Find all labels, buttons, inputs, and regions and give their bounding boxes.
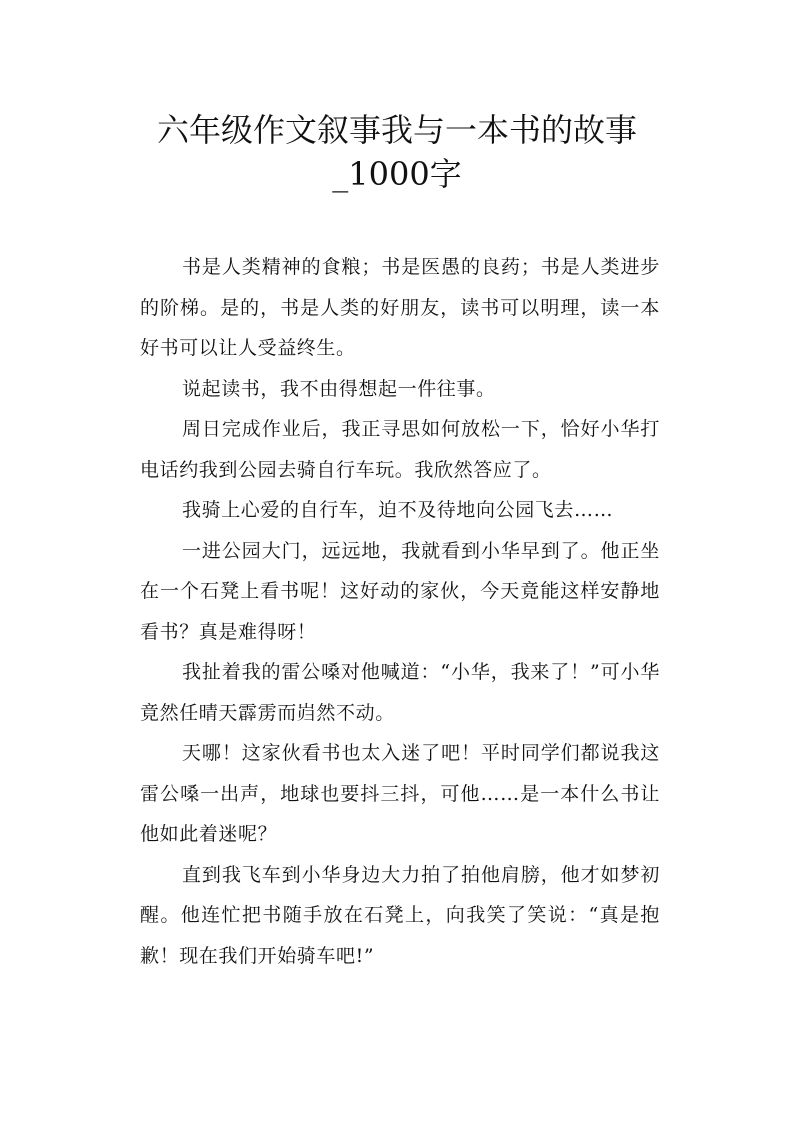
paragraph: 天哪！这家伙看书也太入迷了吧！平时同学们都说我这雷公嗓一出声，地球也要抖三抖，可他……是一本什么书让他如此着迷呢？ <box>140 742 660 845</box>
paragraph: 一进公园大门，远远地，我就看到小华早到了。他正坐在一个石凳上看书呢！这好动的家伙，今天竟能这样安静地看书？真是难得呀！ <box>140 539 660 643</box>
paragraph: 我扯着我的雷公嗓对他喊道：“小华，我来了！”可小华竟然任晴天霹雳而岿然不动。 <box>140 661 660 724</box>
paragraph: 书是人类精神的食粮；书是医愚的良药；书是人类进步的阶梯。是的，书是人类的好朋友，读书可以明理，读一本好书可以让人受益终生。 <box>140 256 660 359</box>
document-body <box>140 247 660 976</box>
paragraph: 周日完成作业后，我正寻思如何放松一下，恰好小华打电话约我到公园去骑自行车玩。我欣然答应了。 <box>140 418 660 481</box>
paragraph: 直到我飞车到小华身边大力拍了拍他肩膀，他才如梦初醒。他连忙把书随手放在石凳上，向我笑了笑说：“真是抱歉！现在我们开始骑车吧!” <box>140 863 660 967</box>
document-title: 六年级作文叙事我与一本书的故事_1000字 <box>156 111 637 193</box>
paragraph: 说起读书，我不由得想起一件往事。 <box>182 377 496 400</box>
paragraph: 我骑上心爱的自行车，迫不及待地向公园飞去…… <box>182 499 614 521</box>
